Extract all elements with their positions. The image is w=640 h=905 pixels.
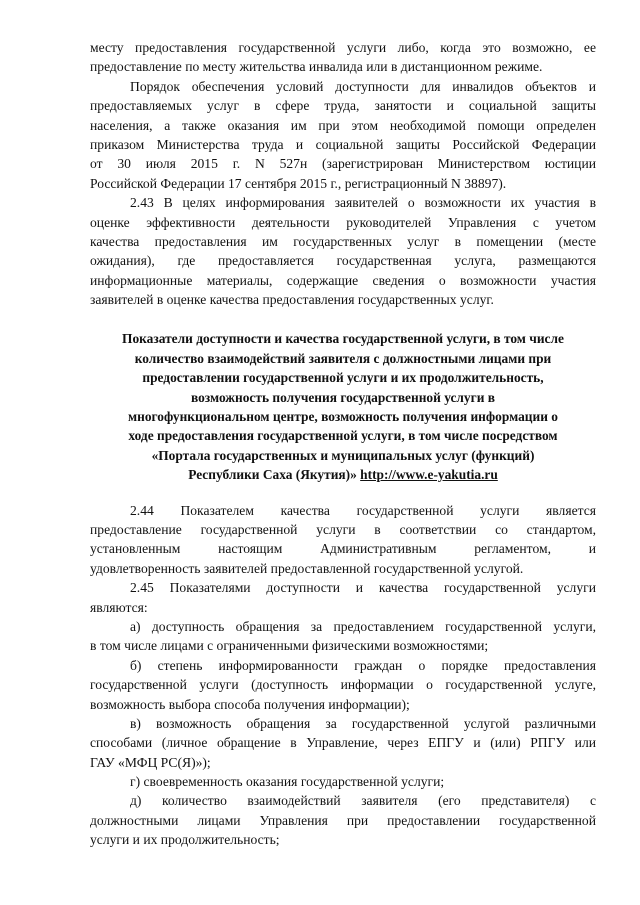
list-item-b [90,656,596,714]
text-line: д) количество взаимодействий заявителя (его представителя) с [130,793,596,809]
paragraph-2-44 [90,501,596,579]
text-line: должностными лицами Управления при предоставлении государственной [90,812,596,828]
text-line: предоставляемых услуг в сфере труда, занятости и социальной защиты [90,98,596,114]
text-line: возможность выбора способа получения информации); [90,696,410,712]
text-line: предоставление по месту жительства инвалида или в дистанционном режиме. [90,59,543,75]
text-line: услуги и их продолжительность; [90,832,280,848]
text-line: ГАУ «МФЦ РС(Я)»); [90,754,211,770]
text-line: 2.44 Показателем качества государственной услуги является [130,502,596,518]
text-line: способами (личное обращение в Управление, через ЕПГУ и (или) РПГУ или [90,735,596,751]
heading-line: предоставлении государственной услуги и их продолжительность, [142,370,544,386]
text-line: а) доступность обращения за предоставлением государственной услуги, [130,618,596,634]
list-item-v [90,714,596,772]
spacer [90,485,596,501]
heading-line [90,465,596,484]
spacer [90,309,596,329]
list-item-a [90,617,596,656]
heading-text: Республики Саха (Якутия)» [188,467,357,483]
list-item-d [90,791,596,849]
text-line: являются: [90,599,148,615]
text-line: 2.45 Показателями доступности и качества государственной услуги [130,580,596,596]
heading-line: количество взаимодействий заявителя с должностными лицами при [134,350,552,366]
text-line: месту предоставления государственной услуги либо, когда это возможно, ее [90,40,596,55]
text-line: Российской Федерации 17 сентября 2015 г., регистрационный N 38897). [90,175,507,191]
portal-link[interactable]: http://www.e-yakutia.ru [360,467,498,483]
text-line: оценке эффективности деятельности руководителей Управления с учетом [90,214,596,230]
text-line: удовлетворенность заявителей предоставленной государственной услугой. [90,560,524,576]
paragraph-2-43 [90,193,596,309]
text-line: качества предоставления им государственных услуг в помещении (месте [90,233,596,249]
text-line: установленным настоящим Административным регламентом, и [90,541,596,557]
text-line: предоставление государственной услуги в соответствии со стандартом, [90,521,596,537]
text-line: г) своевременность оказания государственной услуги; [130,774,445,790]
list-item-g [90,772,596,791]
text-line: Порядок обеспечения условий доступности для инвалидов объектов и [130,78,596,94]
heading-line: Показатели доступности и качества государственной услуги, в том числе [122,331,564,347]
text-line: информационные материалы, содержащие сведения о возможности участия [90,272,596,288]
text-line: в) возможность обращения за государственной услугой различными [130,715,596,731]
text-line: в том числе лицами с ограниченными физическими возможностями; [90,638,489,654]
text-line: заявителей в оценке качества предоставления государственных услуг. [90,292,494,308]
heading-line: ходе предоставления государственной услуги, в том числе посредством [128,428,558,444]
section-heading [90,329,596,484]
document-page [90,38,596,850]
text-line: от 30 июля 2015 г. N 527н (зарегистрирован Министерством юстиции [90,156,596,172]
text-line: ожидания), где предоставляется государственная услуга, размещаются [90,253,596,269]
heading-line: возможность получения государственной услуги в [190,389,496,405]
text-line: государственной услуги (доступность информации о государственной услуге, [90,677,596,693]
paragraph-accessibility-order [90,77,596,193]
paragraph-continuation [90,38,596,77]
text-line: приказом Министерства труда и социальной защиты Российской Федерации [90,136,596,152]
heading-line: многофункциональном центре, возможность получения информации о [127,409,559,425]
paragraph-2-45 [90,578,596,617]
text-line: 2.43 В целях информирования заявителей о возможности их участия в [130,195,596,211]
text-line: б) степень информированности граждан о порядке предоставления [130,657,596,673]
text-line: населения, а также оказания им при этом необходимой помощи определен [90,117,596,133]
heading-line: «Портала государственных и муниципальных услуг (функций) [151,447,535,463]
